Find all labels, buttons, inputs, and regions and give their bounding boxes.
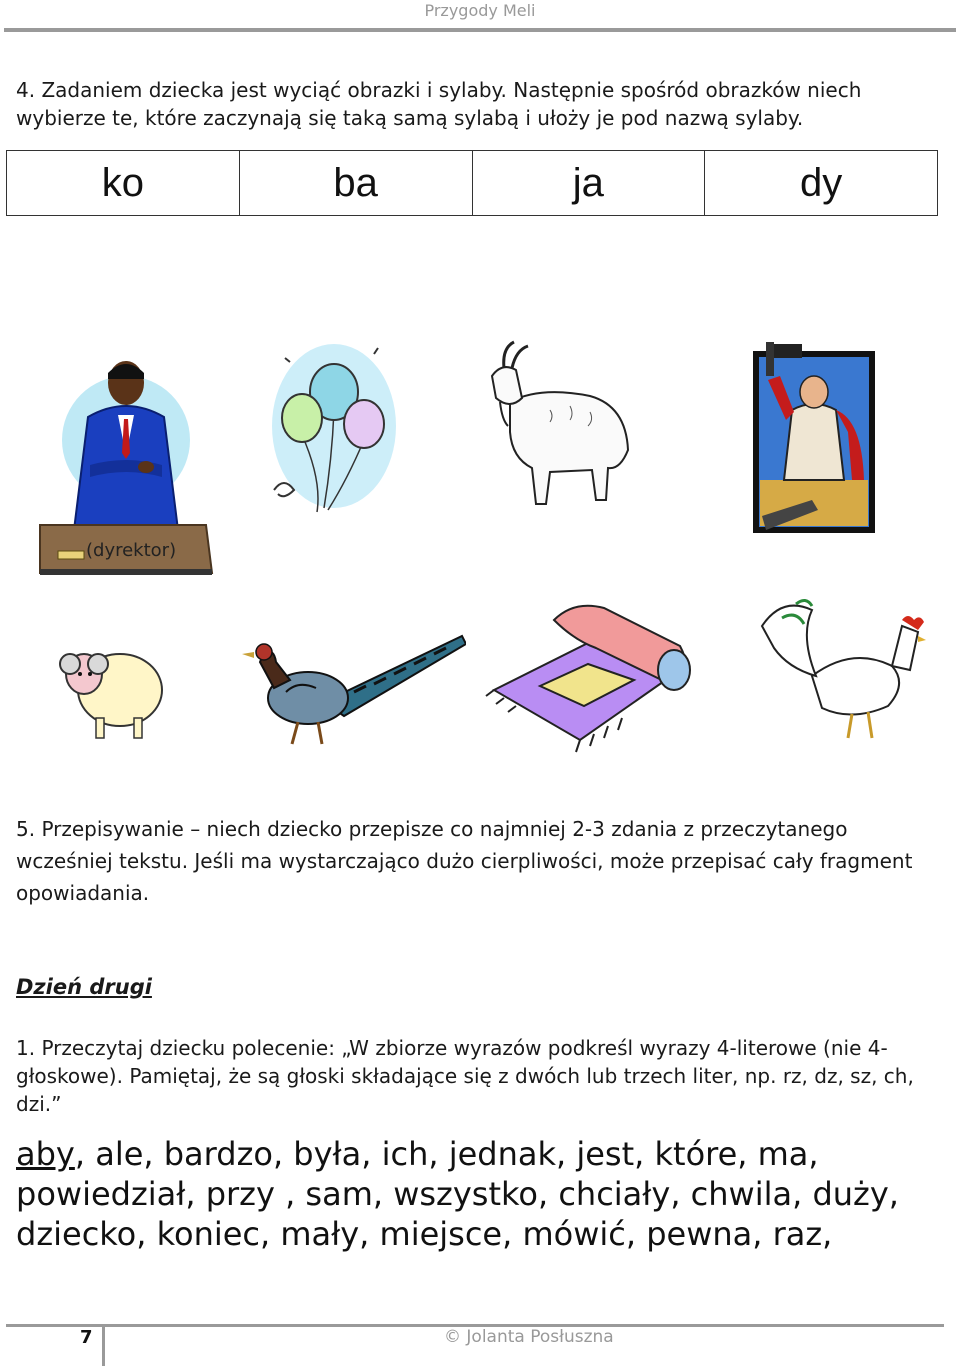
task-5-instruction: 5. Przepisywanie – niech dziecko przepisze co najmniej 2-3 zdania z przeczytanego wcześniej tekstu. Jeśli ma wystarczająco dużo cierpliwości, może przepisać cały fragment opowiadania. [16, 817, 913, 905]
sheep-icon [56, 632, 166, 742]
day-two-task-1-instruction: 1. Przeczytaj dziecku polecenie: „W zbiorze wyrazów podkreśl wyrazy 4-literowe (nie 4-głoskowe). Pamiętaj, że są głoski składające się z dwóch lub trzech liter, np. rz, dz, sz, ch, dzi.” [16, 1036, 914, 1116]
underlined-word: aby [16, 1135, 75, 1173]
header-rule [4, 28, 956, 32]
footer-author: © Jolanta Posłuszna [444, 1327, 614, 1347]
balloons-icon [262, 340, 402, 518]
carpet-icon [484, 600, 694, 756]
day-two-heading: Dzień drugi [16, 975, 152, 999]
page-header-title: Przygody Meli [424, 1, 536, 20]
task-4-instruction: 4. Zadaniem dziecka jest wyciąć obrazki i sylaby. Następnie spośród obrazków niech wybierze te, które zaczynają się taką samą sylabą i ułoży je pod nazwą sylaby. [16, 78, 862, 130]
syllable-table [6, 150, 938, 216]
pheasant-icon [234, 632, 466, 750]
footer-divider [102, 1326, 105, 1366]
syllable-cell-ja: ja [472, 151, 705, 216]
remaining-words: , ale, bardzo, była, ich, jednak, jest, które, ma, powiedział, przy , sam, wszystko, chciały, chwila, duży, dziecko, koniec, mały, miejsce, mówić, pewna, raz, [16, 1135, 899, 1253]
rooster-icon [752, 596, 928, 742]
goat-icon [480, 340, 636, 510]
director-caption: (dyrektor) [86, 540, 177, 561]
page-number: 7 [80, 1327, 93, 1348]
syllable-cell-dy: dy [705, 151, 938, 216]
word-list [16, 1134, 946, 1254]
blacksmith-icon [752, 340, 876, 540]
syllable-cell-ko: ko [7, 151, 240, 216]
syllable-cell-ba: ba [239, 151, 472, 216]
